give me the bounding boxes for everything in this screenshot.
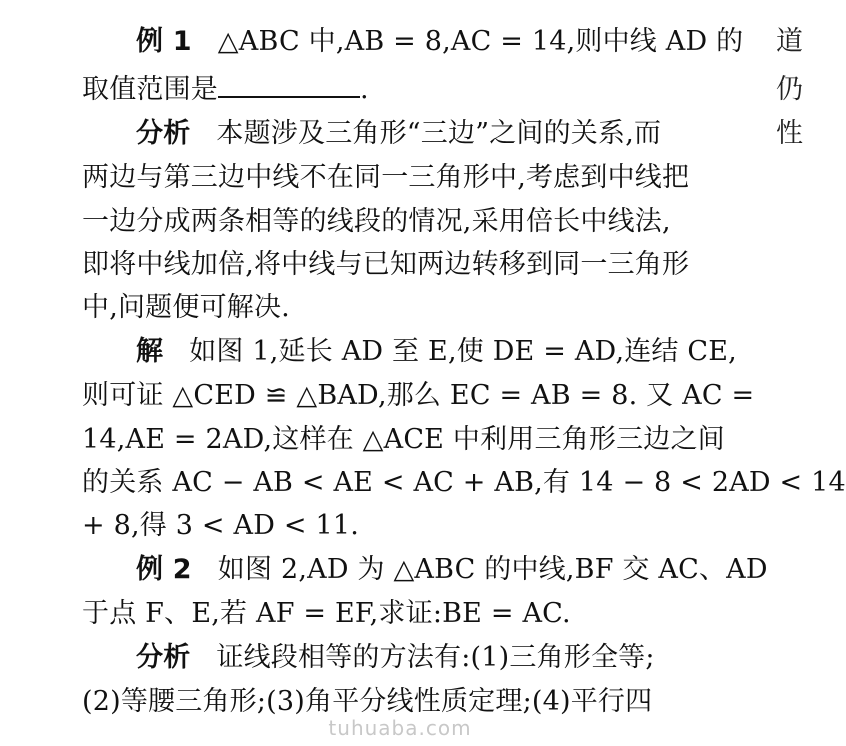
text-line: + 8,得 3 < AD < 11. (82, 510, 359, 541)
text-line: 的关系 AC − AB < AE < AC + AB,有 14 − 8 < 2AD < 14 (82, 467, 846, 498)
label-analysis: 分析 (136, 642, 191, 673)
text-line: (2)等腰三角形;(3)角平分线性质定理;(4)平行四 (82, 686, 653, 717)
line-text: △ABC 中,AB = 8,AC = 14,则中线 AD 的 (217, 26, 744, 57)
answer-blank (218, 74, 360, 98)
line-text: 取值范围是 (82, 74, 218, 105)
edge-char: 性 (776, 118, 803, 149)
text-line: 则可证 △CED ≌ △BAD,那么 EC = AB = 8. 又 AC = (82, 380, 755, 411)
edge-char: 道 (776, 26, 803, 57)
text-line: 两边与第三边中线不在同一三角形中,考虑到中线把 (82, 162, 690, 193)
text-line: 中,问题便可解决. (82, 292, 290, 323)
example-1-line (82, 20, 743, 64)
line-text: 证线段相等的方法有:(1)三角形全等; (216, 642, 655, 673)
analysis-2-line (82, 636, 655, 680)
question-blank-line (82, 68, 369, 112)
line-text: . (360, 74, 369, 105)
analysis-1-line (82, 112, 661, 156)
solution-line (82, 330, 737, 374)
text-line: 即将中线加倍,将中线与已知两边转移到同一三角形 (82, 249, 690, 280)
watermark: tuhuaba.com (328, 716, 472, 740)
text-line: 于点 F、E,若 AF = EF,求证:BE = AC. (82, 598, 571, 629)
label-solution: 解 (136, 336, 164, 367)
label-analysis: 分析 (136, 118, 191, 149)
text-line: 14,AE = 2AD,这样在 △ACE 中利用三角形三边之间 (82, 424, 725, 455)
edge-char: 仍 (776, 74, 803, 105)
line-text: 本题涉及三角形“三边”之间的关系,而 (216, 118, 662, 149)
line-text: 如图 1,延长 AD 至 E,使 DE = AD,连结 CE, (189, 336, 737, 367)
line-text: 如图 2,AD 为 △ABC 的中线,BF 交 AC、AD (217, 554, 768, 585)
text-line: 一边分成两条相等的线段的情况,采用倍长中线法, (82, 206, 671, 237)
label-example-1: 例 1 (136, 26, 192, 57)
example-2-line (82, 548, 768, 592)
label-example-2: 例 2 (136, 554, 192, 585)
